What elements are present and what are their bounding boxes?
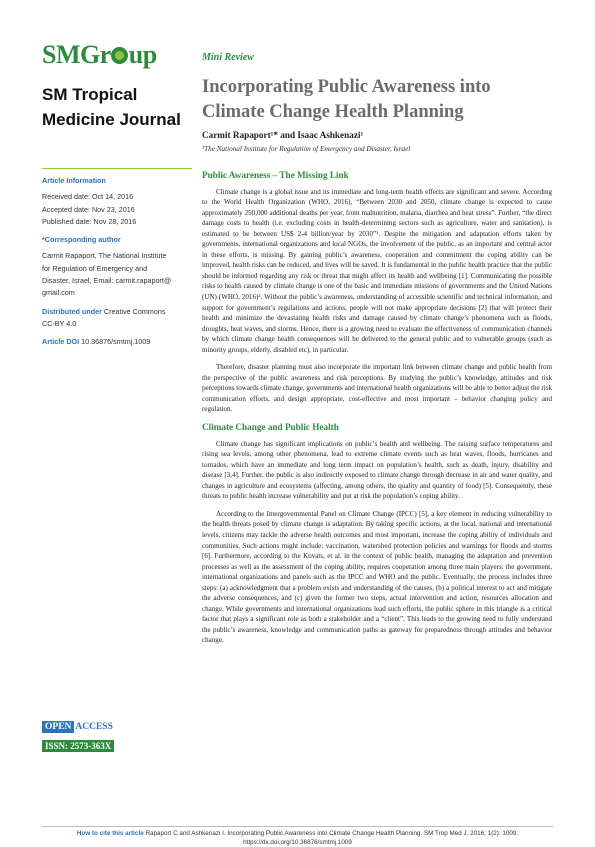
corresponding-author-line: gmail.com [42, 288, 75, 298]
journal-name-line2: Medicine Journal [42, 110, 181, 129]
citation-text: Rapaport C and Ashkenazi I. Incorporating Public Awareness into Climate Change Health Planning. SM Trop Med J. 2016; 1(2): 1009. [145, 830, 519, 837]
article-info-heading: Article Information [42, 176, 106, 185]
corresponding-author-line: Disaster, Israel, Email: carmit.rapaport@ [42, 276, 172, 286]
body-paragraph: Climate change has significant implications on public’s health and wellbeing. The raising surface temperatures and rising sea levels, among other phenomena, lead to extreme climate events such as heat waves, floods, hurricanes and tornados, which have an immediate and long term impact on population’s health, such as death, injury, disability and disease [3,4]. Further, the public is also indirectly exposed to climate change through decrease in air and water quality, and changes in agriculture and ecosystems (affecting, among others, the quality and quantity of food) [5]. Consequently, these threats to public health increase vulnerability and put at risk the population’s coping ability. [202, 439, 552, 501]
article-body [202, 170, 552, 653]
article-type: Mini Review [202, 52, 254, 63]
open-access-badge [42, 722, 113, 732]
article-title: Incorporating Public Awareness into Climate Change Health Planning [202, 77, 491, 122]
section-heading: Climate Change and Public Health [202, 422, 339, 433]
authors: Carmit Rapaport¹* and Isaac Ashkenazi¹ [202, 130, 364, 140]
doi-label: Article DOI [42, 337, 80, 347]
citation-doi[interactable]: https://dx.doi.org/10.36876/smtmj.1009 [243, 839, 352, 846]
accepted-date: Accepted date: Nov 23, 2016 [42, 204, 135, 214]
corresponding-author-heading: *Corresponding author [42, 235, 121, 245]
license-label: Distributed under [42, 306, 102, 316]
license-info [42, 306, 194, 318]
citation-footer [0, 829, 595, 847]
license-value-cont: CC-BY 4.0 [42, 318, 77, 328]
article-info-sidebar [42, 175, 194, 349]
journal-name [42, 82, 192, 132]
footer-divider [42, 826, 553, 827]
open-access-label-1: OPEN [42, 721, 74, 733]
publisher-logo [42, 40, 162, 70]
logo-text-end: up [128, 40, 157, 69]
corresponding-author-line: for Regulation of Emergency and [42, 263, 148, 273]
body-paragraph: Therefore, disaster planning must also incorporate the important link between climate change and public health from the perspective of the public awareness and risk perceptions. By studying the public’s knowledge, attitudes and risk perceptions towards climate change, governments and international health organizations will be able to better adjust the risk communication efforts, and design appropriate, cost-effective and most important – behavior changing policy and regulation. [202, 363, 552, 414]
license-value: Creative Commons [103, 306, 166, 316]
body-paragraph: According to the Intergovernmental Panel on Climate Change (IPCC) [5], a key element in reducing vulnerability to the health threats posed by climate change is adaptation. By taking specific actions, at the local, national and international levels, citizens may tackle the adverse health outcomes and most important, increase the coping ability of individuals and communities. Such actions might include: vaccination, watershed protection policies and warnings for floods and storms [6]. Furthermore, according to the Kovats, et al. in the context of public health, managing the adaptation and prevention processes as well as the assessment of the coping ability, requires cooperation among three main players: the government, international organizations and panels such as the IPCC and WHO and the public. Eventually, the process includes three steps: (a) acknowledgment that a problem exists and understanding of the causes, (b) a political interest to act and mitigate the adverse consequences, and (c) given the former two steps, actual intervention and action, resources allocation and change. While governments and international organizations lead such efforts, the public sphere in this triangle is a critical factor that plays a significant role as both a stakeholder and a “client”. This leads to the growing need to fully understand the public’s awareness, knowledge and communication paths as gateway for preparedness through attitudes and behavior change. [202, 509, 552, 645]
logo-circle-icon [111, 47, 128, 64]
citation-line [0, 829, 595, 838]
published-date: Published date: Nov 28, 2016 [42, 216, 137, 226]
received-date: Received date: Oct 14, 2016 [42, 192, 134, 202]
doi-value[interactable]: 10.36876/smtmj.1009 [81, 337, 151, 347]
body-paragraph: Climate change is a global issue and its immediate and long-term health effects are significant and severe. According to the World Health Organization (WHO, 2016), “Between 2030 and 2050, climate change is expected to cause approximately 250,000 additional deaths per year, from malnutrition, malaria, diarrhea and heat stress”. Further, “the direct damage costs to health (i.e. excluding costs in health-determining sectors such as agriculture, water and sanitation), is estimated to be between US$ 2-4 billion/year by 2030”¹. Despite the mitigation and adaptation efforts taken by governments, international organizations and local NGOs, the involvement of the public, as an important and central actor in these efforts, is missing. By gaining public’s awareness, cooperation and commitment the coping ability can be improved, health risks can be reduced, and lives will be saved. It is fundamental in the public health practice that the public should be informed regarding any risk or threat that might affect its health and wellbeing [1]. Communicating the possible risks to health caused by climate change is one of the basic and immediate missions of governments and the United Nations (UN) (WHO, 2016)². Without the public’s awareness, understanding of accessible scientific and technical information, and support for government’s regulations and actions, people will not make appropriate decisions [2] that will protect their health and minimize the devastating health risks and damage caused by climate change’s phenomena such as floods, droughts, heat waves, and storms. Hence, there is a growing need to evaluate the effectiveness of communication channels by which climate change health consequences will be delivered to the general public and to vulnerable groups (such as minority groups, elderly, disabled etc), in particular. [202, 187, 552, 354]
journal-name-line1: SM Tropical [42, 85, 138, 104]
affiliation: ¹The National Institute for Regulation of Emergency and Disaster, Israel [202, 145, 411, 153]
section-heading: Public Awareness – The Missing Link [202, 170, 349, 180]
sidebar-top-divider [42, 168, 192, 169]
corresponding-author-line: Carmit Rapaport, The National Institute [42, 251, 167, 261]
logo-text-start: SMGr [42, 40, 111, 69]
open-access-label-2: ACCESS [75, 722, 113, 732]
issn-badge: ISSN: 2573-363X [42, 740, 114, 752]
article-doi [42, 336, 194, 348]
citation-label: How to cite this article [76, 830, 144, 837]
